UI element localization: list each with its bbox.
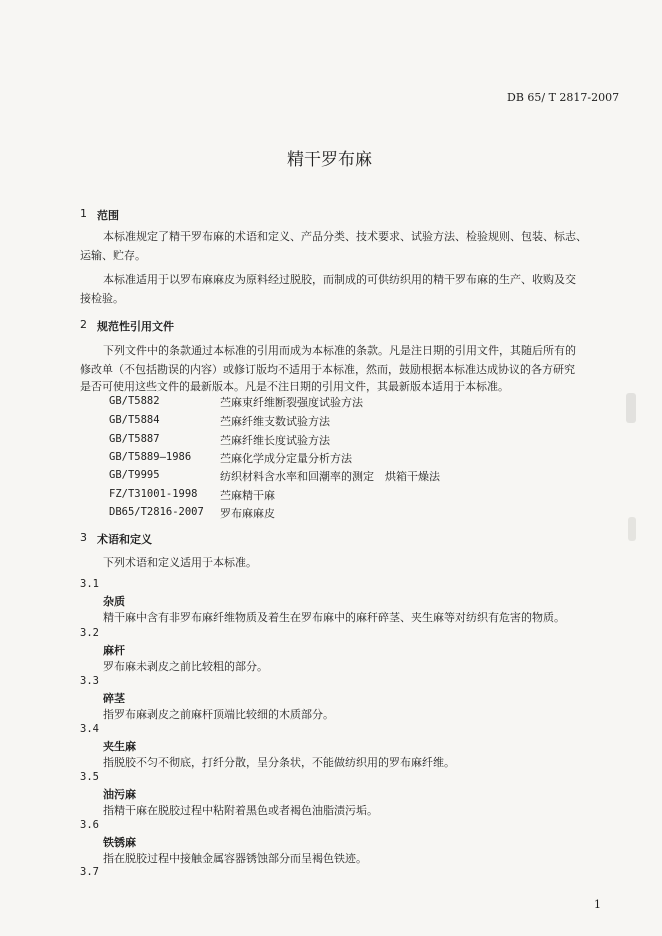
term-definition: 精干麻中含有非罗布麻纤维物质及着生在罗布麻中的麻秆碎茎、夹生麻等对纺织有危害的物质。: [103, 611, 565, 624]
term-name: 油污麻: [103, 788, 136, 801]
term-name: 碎茎: [103, 692, 125, 705]
scope-paragraph-2-line-1: 本标准适用于以罗布麻麻皮为原料经过脱胶，而制成的可供纺织用的精干罗布麻的生产、收购及交: [103, 273, 576, 286]
terms-intro: 下列术语和定义适用于本标准。: [103, 556, 257, 569]
term-definition: 指在脱胶过程中接触金属容器锈蚀部分而呈褐色铁迹。: [103, 852, 367, 865]
reference-title: 苎麻束纤维断裂强度试验方法: [220, 396, 363, 409]
document-number: DB 65/ T 2817-2007: [507, 91, 620, 104]
section-2-title: 规范性引用文件: [97, 320, 174, 333]
term-number: 3.2: [80, 627, 99, 639]
scope-paragraph-2-line-2: 接检验。: [80, 292, 124, 305]
reference-code: GB/T9995: [109, 469, 160, 481]
reference-title: 苎麻精干麻: [220, 489, 275, 502]
page-title: 精干罗布麻: [287, 150, 372, 170]
references-intro-line-1: 下列文件中的条款通过本标准的引用而成为本标准的条款。凡是注日期的引用文件，其随后所有的: [103, 344, 576, 357]
scan-smudge: [626, 393, 636, 423]
section-3-title: 术语和定义: [97, 533, 152, 546]
term-number: 3.6: [80, 819, 99, 831]
scope-paragraph-1-line-2: 运输、贮存。: [80, 249, 146, 262]
scope-paragraph-1-line-1: 本标准规定了精干罗布麻的术语和定义、产品分类、技术要求、试验方法、检验规则、包装、标志、: [103, 230, 587, 243]
reference-code: GB/T5887: [109, 433, 160, 445]
references-intro-line-2: 修改单（不包括勘误的内容）或修订版均不适用于本标准，然而，鼓励根据本标准达成协议的各方研究: [80, 363, 575, 376]
section-1-number: 1: [80, 207, 87, 220]
reference-code: DB65/T2816-2007: [109, 506, 204, 518]
term-number: 3.3: [80, 675, 99, 687]
term-name: 夹生麻: [103, 740, 136, 753]
scan-smudge: [628, 517, 636, 541]
section-2-number: 2: [80, 318, 87, 331]
term-definition: 指脱胶不匀不彻底，打纤分散，呈分条状，不能做纺织用的罗布麻纤维。: [103, 756, 455, 769]
reference-code: GB/T5889—1986: [109, 451, 192, 463]
reference-title: 苎麻纤维长度试验方法: [220, 434, 330, 447]
term-definition: 罗布麻未剥皮之前比较粗的部分。: [103, 660, 268, 673]
reference-code: FZ/T31001-1998: [109, 488, 198, 500]
section-3-number: 3: [80, 531, 87, 544]
reference-code: GB/T5884: [109, 414, 160, 426]
term-number: 3.5: [80, 771, 99, 783]
term-name: 铁锈麻: [103, 836, 136, 849]
term-number: 3.1: [80, 578, 99, 590]
reference-title: 纺织材料含水率和回潮率的测定 烘箱干燥法: [220, 470, 440, 483]
reference-title: 苎麻化学成分定量分析方法: [220, 452, 352, 465]
term-definition: 指精干麻在脱胶过程中粘附着黑色或者褐色油脂渍污垢。: [103, 804, 378, 817]
term-number: 3.4: [80, 723, 99, 735]
reference-code: GB/T5882: [109, 395, 160, 407]
references-intro-line-3: 是否可使用这些文件的最新版本。凡是不注日期的引用文件，其最新版本适用于本标准。: [80, 380, 509, 393]
term-number: 3.7: [80, 866, 99, 878]
term-definition: 指罗布麻剥皮之前麻杆顶端比较细的木质部分。: [103, 708, 334, 721]
reference-title: 苎麻纤维支数试验方法: [220, 415, 330, 428]
reference-title: 罗布麻麻皮: [220, 507, 275, 520]
page-number: 1: [594, 898, 601, 911]
term-name: 麻杆: [103, 644, 125, 657]
term-name: 杂质: [103, 595, 125, 608]
section-1-title: 范围: [97, 209, 119, 222]
